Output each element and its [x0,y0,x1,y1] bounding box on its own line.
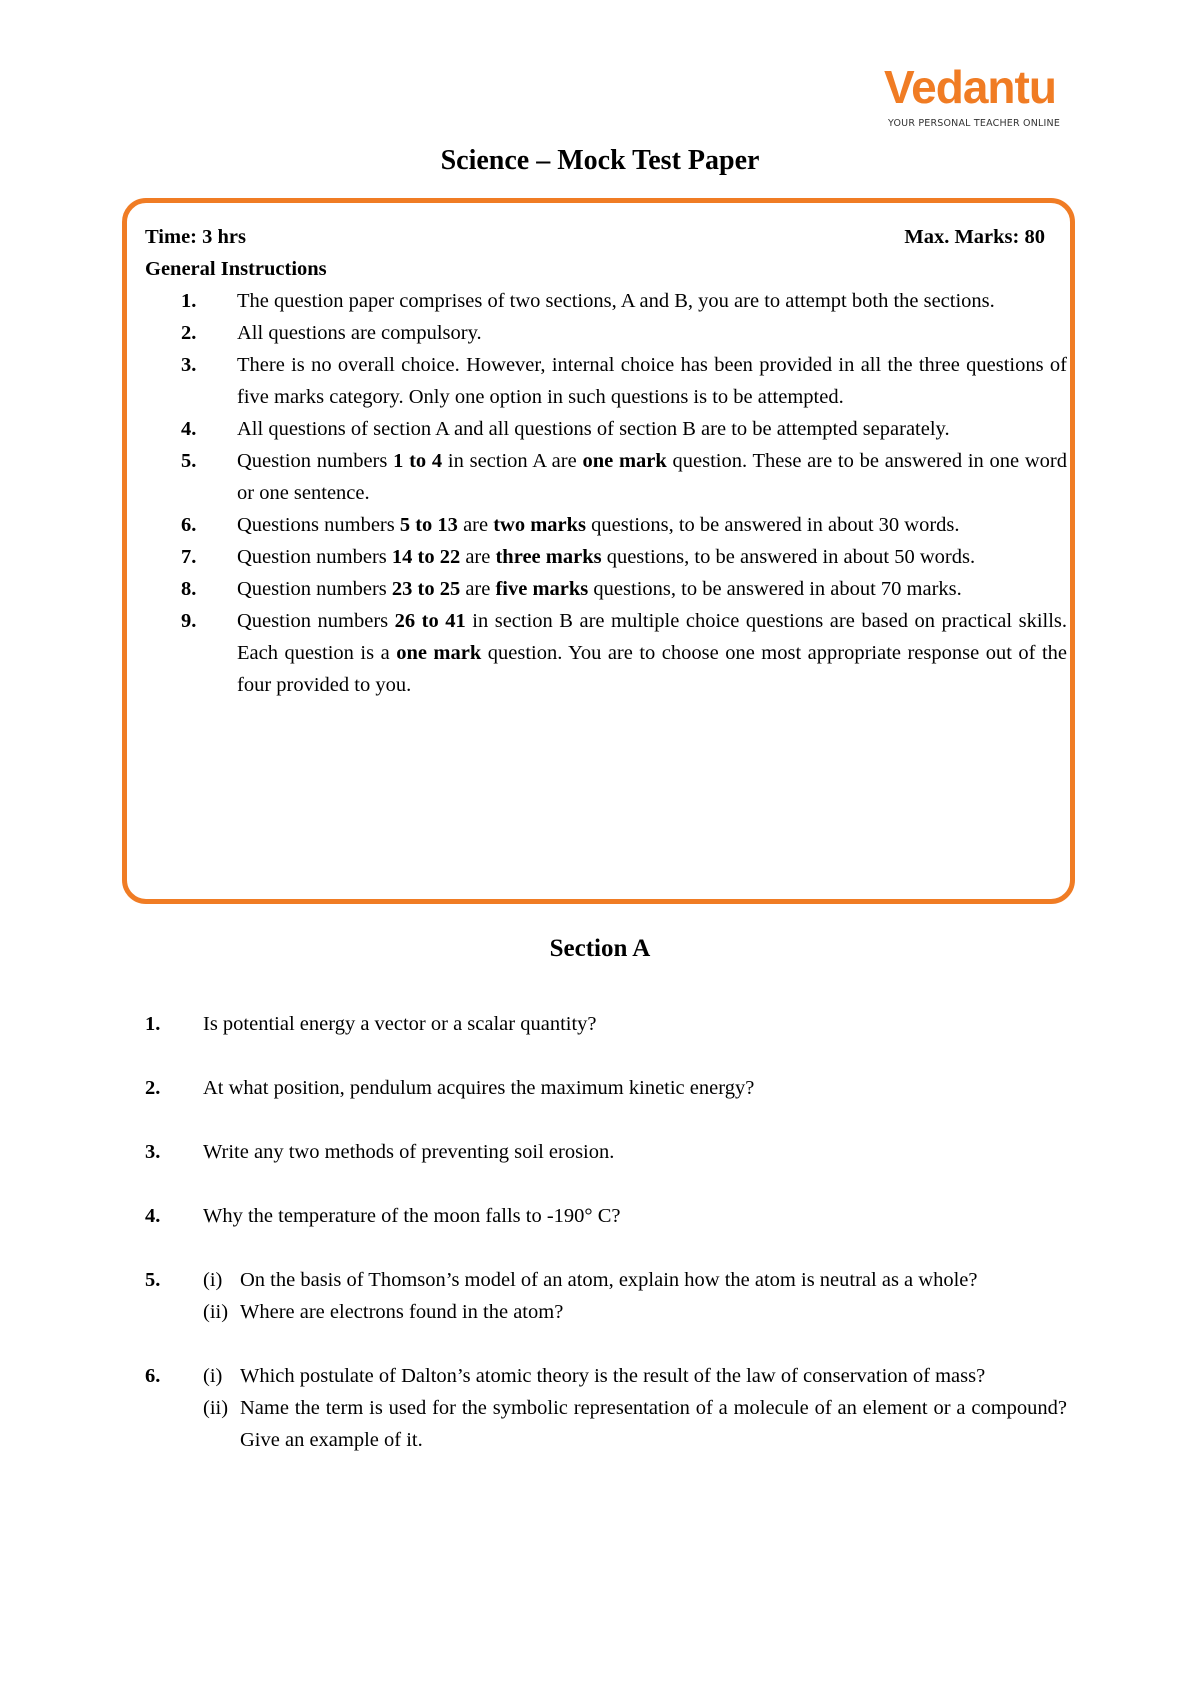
instruction-text: Question numbers 23 to 25 are five marks questions, to be answered in about 70 marks. [237,578,962,600]
instruction-number: 8. [181,578,197,600]
instruction-item [145,605,1067,701]
question-text: At what position, pendulum acquires the maximum kinetic energy? [203,1077,755,1099]
question-number: 6. [145,1365,161,1387]
logo-wordmark: Vedantu [884,61,1056,113]
subpart-text: On the basis of Thomson’s model of an atom, explain how the atom is neutral as a whole? [240,1269,978,1291]
question-item [145,1072,1067,1104]
instruction-text: Questions numbers 5 to 13 are two marks questions, to be answered in about 30 words. [237,514,960,536]
question-number: 3. [145,1141,161,1163]
subpart-label: (ii) [203,1397,229,1419]
page-title: Science – Mock Test Paper [440,145,760,176]
instruction-text: Question numbers 14 to 22 are three marks questions, to be answered in about 50 words. [237,546,976,568]
max-marks-label: Max. Marks: 80 [904,226,1045,248]
question-number: 4. [145,1205,161,1227]
instruction-item [145,317,1067,349]
question-item [145,1360,1067,1456]
question-item [145,1200,1067,1232]
instruction-text: All questions of section A and all questions of section B are to be attempted separately. [237,418,950,440]
question-text: Write any two methods of preventing soil erosion. [203,1141,615,1163]
instruction-item [145,349,1067,413]
question-text [203,1264,1067,1328]
instruction-text: Question numbers 1 to 4 in section A are one mark question. These are to be answered in one word or one sentence. [237,450,1068,504]
subpart-text: Where are electrons found in the atom? [240,1301,564,1323]
instruction-number: 1. [181,290,197,312]
question-text [203,1360,1067,1456]
instructions-title: General Instructions [145,258,327,280]
question-text: Why the temperature of the moon falls to -190° C? [203,1205,621,1227]
vedantu-logo [884,60,1074,130]
instruction-text: There is no overall choice. However, internal choice has been provided in all the three questions of five marks category. Only one option in such questions is to be attempted. [237,354,1067,408]
instruction-number: 9. [181,610,197,632]
question-subpart [203,1360,1067,1392]
question-subpart [203,1392,1067,1456]
instruction-number: 4. [181,418,197,440]
question-subpart [203,1296,1067,1328]
instruction-item [145,541,1067,573]
instruction-item [145,445,1067,509]
subpart-label: (ii) [203,1301,229,1323]
instruction-item [145,573,1067,605]
instructions-content [145,221,1067,701]
question-item [145,1136,1067,1168]
question-item [145,1264,1067,1328]
section-title: Section A [549,935,651,962]
question-list [145,1008,1067,1488]
instruction-text: All questions are compulsory. [237,322,482,344]
subpart-label: (i) [203,1269,223,1291]
question-text: Is potential energy a vector or a scalar quantity? [203,1013,597,1035]
instruction-text: The question paper comprises of two sections, A and B, you are to attempt both the sections. [237,290,995,312]
question-number: 5. [145,1269,161,1291]
instruction-item [145,509,1067,541]
logo-tagline: YOUR PERSONAL TEACHER ONLINE [888,118,1061,129]
question-item [145,1008,1067,1040]
instructions-list [145,285,1067,701]
instruction-number: 7. [181,546,197,568]
instruction-number: 2. [181,322,197,344]
subpart-text: Name the term is used for the symbolic representation of a molecule of an element or a compound? Give an example of it. [240,1397,1067,1451]
question-number: 2. [145,1077,161,1099]
question-number: 1. [145,1013,161,1035]
instruction-text: Question numbers 26 to 41 in section B are multiple choice questions are based on practical skills. Each question is a one mark question. You are to choose one most appropriate response out of the four provided to you. [237,610,1068,696]
instruction-item [145,413,1067,445]
time-label: Time: 3 hrs [145,226,246,248]
instruction-number: 6. [181,514,197,536]
instruction-number: 5. [181,450,197,472]
instruction-number: 3. [181,354,197,376]
subpart-label: (i) [203,1365,223,1387]
subpart-text: Which postulate of Dalton’s atomic theory is the result of the law of conservation of mass? [240,1365,986,1387]
paper-header [145,221,1067,253]
question-subpart [203,1264,1067,1296]
instruction-item [145,285,1067,317]
